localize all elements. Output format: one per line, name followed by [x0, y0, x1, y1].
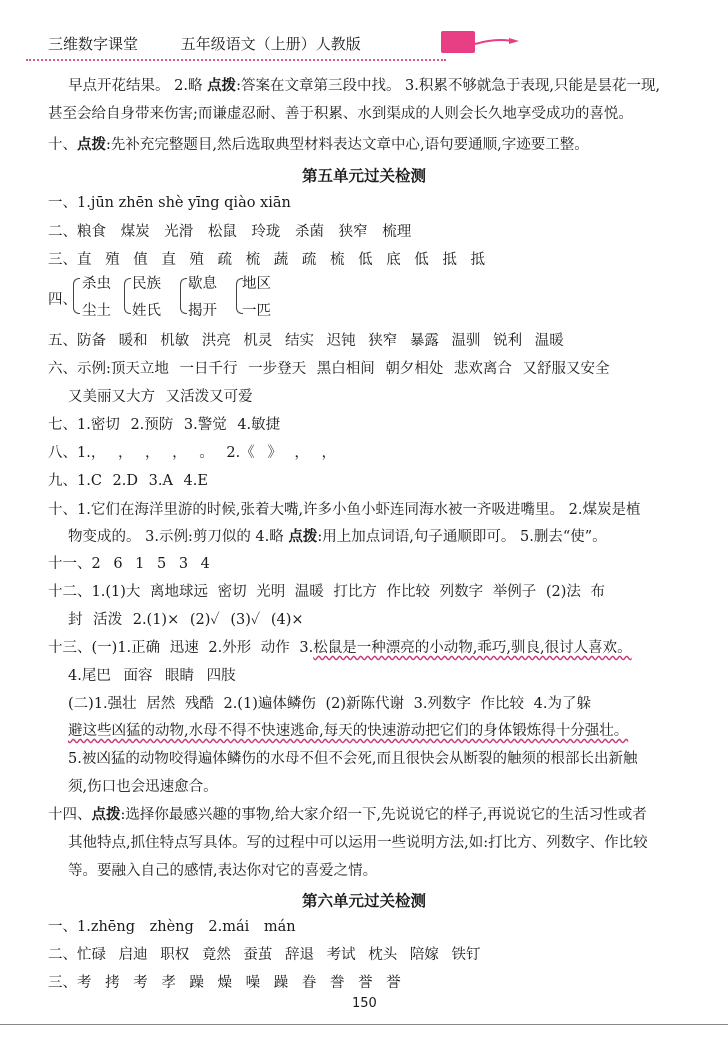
answer-line: 五、防备 暖和 机敏 洪亮 机灵 结实 迟钝 狭窄 暴露 温驯 锐利 温暖: [48, 333, 564, 349]
answer-line: 须,伤口也会迅速愈合。: [68, 779, 218, 795]
rocket-icon: [475, 36, 519, 48]
answer-line: (二)1.强壮 居然 残酷 2.(1)遍体鳞伤 (2)新陈代谢 3.列数字 作比较 4.为了躲: [68, 696, 591, 712]
answer-line: 5.被凶猛的动物咬得遍体鳞伤的水母不但不会死,而且很快会从断裂的触须的根部长出新触: [68, 751, 638, 767]
text-line: 甚至会给自身带来伤害;而谦虚忍耐、善于积累、水到渠成的人则会长久地享受成功的喜悦。: [48, 106, 633, 122]
running-header: [28, 33, 361, 54]
word-cell: 杀虫: [82, 276, 111, 292]
answer-line: 封 活泼 2.(1)× (2)✓ (3)✓ (4)×: [68, 612, 304, 628]
answer-line: 十二、1.(1)大 离地球远 密切 光明 温暖 打比方 作比较 列数字 举例子 (2)法 布: [48, 584, 606, 600]
header-logo-block: [441, 31, 475, 53]
word-cell: 地区: [242, 276, 271, 292]
answer-label: 四、: [48, 292, 77, 308]
answer-line: 八、1.， ， ， ， 。 2.《 》 ， ，: [48, 445, 337, 461]
word-cell: 尘土: [82, 303, 111, 319]
answer-line: 一、1.zhēng zhèng 2.mái mán: [48, 919, 296, 935]
answer-line: 十四、点拨:选择你最感兴趣的事物,给大家介绍一下,先说说它的样子,再说说它的生活习性或者: [48, 806, 647, 823]
answer-line: 十一、2 6 1 5 3 4: [48, 556, 210, 572]
bracket: [73, 278, 80, 314]
answer-line: 一、1.jūn zhēn shè yīng qiào xiān: [48, 195, 291, 211]
answer-line: 十、1.它们在海洋里游的时候,张着大嘴,许多小鱼小虾连同海水被一齐吸进嘴里。 2.煤炭是植: [48, 502, 641, 518]
answer-line: 九、1.C 2.D 3.A 4.E: [48, 473, 208, 489]
answer-line: 又美丽又大方 又活泼又可爱: [68, 389, 253, 405]
footer-divider: [0, 1024, 728, 1025]
answer-line: 物变成的。 3.示例:剪刀似的 4.略 点拨:用上加点词语,句子通顺即可。 5.删去“使”。: [68, 528, 607, 545]
header-divider: [26, 59, 446, 61]
series-name: 三维数字课堂: [48, 35, 139, 53]
answer-line: 二、粮食 煤炭 光滑 松鼠 玲珑 杀菌 狭窄 梳理: [48, 224, 412, 240]
word-cell: 姓氏: [132, 303, 161, 319]
answer-line: 三、考 拷 考 孝 躁 燥 噪 躁 眷 誊 誉 誉: [48, 975, 401, 991]
answer-line: 七、1.密切 2.预防 3.警觉 4.敏捷: [48, 417, 281, 433]
answer-line: 避这些凶猛的动物,水母不得不快速逃命,每天的快速游动把它们的身体锻炼得十分强壮。: [68, 723, 629, 739]
answer-line: 4.尾巴 面容 眼睛 四肢: [68, 668, 236, 684]
answer-line: 等。要融入自己的感情,表达你对它的喜爱之情。: [68, 863, 378, 879]
answer-line: 三、直 殖 值 直 殖 疏 梳 蔬 疏 梳 低 底 低 抵 抵: [48, 252, 486, 268]
book-title: 五年级语文（上册）人教版: [180, 35, 361, 53]
section-title: 第六单元过关检测: [302, 892, 427, 910]
text-line: 早点开花结果。 2.略 点拨:答案在文章第三段中找。 3.积累不够就急于表现,只能是昙花一现,: [68, 77, 661, 94]
answer-line: 二、忙碌 启迪 职权 竟然 蚕茧 辞退 考试 枕头 陪嫁 铁钉: [48, 947, 481, 963]
word-cell: 歇息: [188, 276, 217, 292]
text-line: 十、点拨:先补充完整题目,然后选取典型材料表达文章中心,语句要通顺,字迹要工整。: [48, 136, 589, 153]
answer-line: 其他特点,抓住特点写具体。写的过程中可以运用一些说明方法,如:打比方、列数字、作比较: [68, 835, 648, 851]
bracket: [124, 278, 131, 314]
page-number: 150: [352, 996, 377, 1011]
bracket: [180, 278, 187, 314]
word-cell: 民族: [132, 276, 161, 292]
word-cell: 揭开: [188, 303, 217, 319]
section-title: 第五单元过关检测: [302, 167, 427, 185]
word-cell: 一匹: [242, 303, 271, 319]
answer-line: 六、示例:顶天立地 一日千行 一步登天 黑白相间 朝夕相处 悲欢离合 又舒服又安全: [48, 361, 610, 377]
answer-line: 十三、(一)1.正确 迅速 2.外形 动作 3.松鼠是一种漂亮的小动物,乖巧,驯良,很讨人喜欢。: [48, 640, 632, 656]
